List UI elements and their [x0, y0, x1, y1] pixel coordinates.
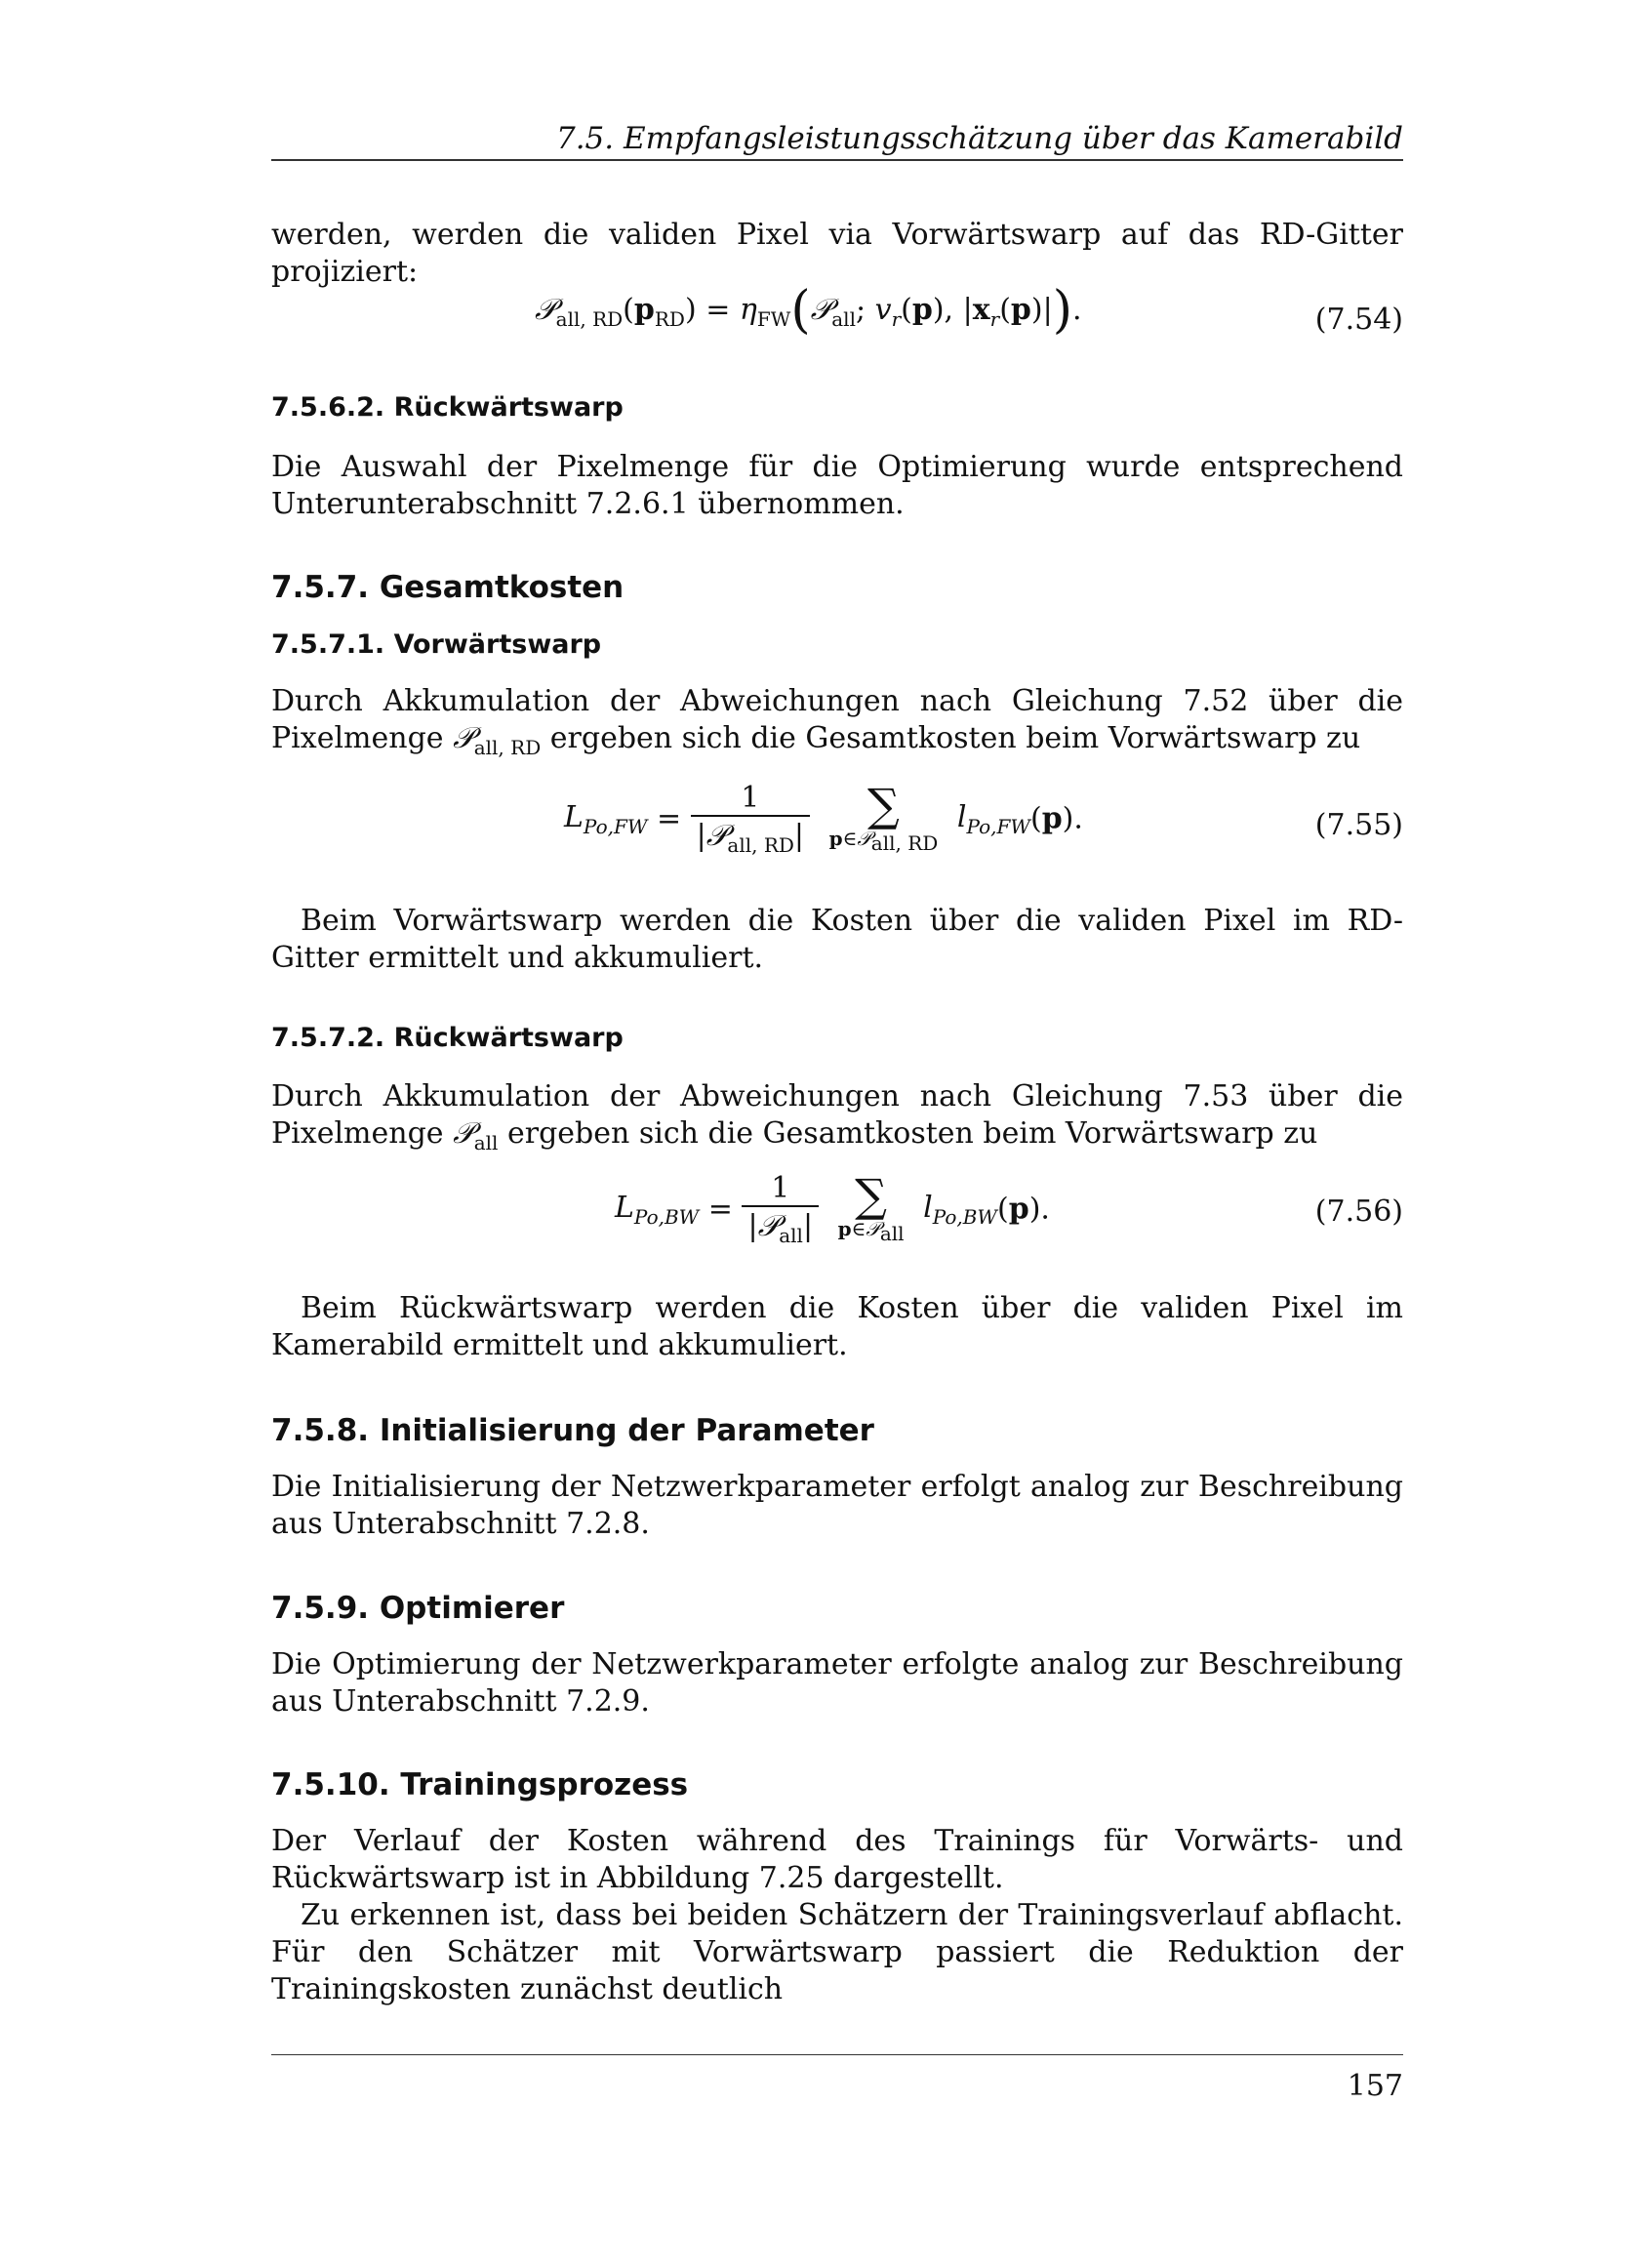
section-heading-7-5-6-2: 7.5.6.2. Rückwärtswarp	[271, 392, 624, 423]
section-7-5-7-2-text: Durch Akkumulation der Abweichungen nach Gleichung 7.53 über die Pixelmenge 𝒫$_{all}$ ergeben sich die Gesamtkosten beim Vorwärtswarp zu	[271, 1079, 1403, 1154]
section-heading-7-5-7: 7.5.7. Gesamtkosten	[271, 570, 625, 605]
equation-number: (7.56)	[1314, 1194, 1403, 1229]
section-7-5-10-text-2: Zu erkennen ist, dass bei beiden Schätzern der Trainingsverlauf abflacht. Für den Schätzer mit Vorwärtswarp passiert die Reduktion der Trainingskosten zunächst deutlich	[271, 1898, 1403, 2006]
equation-7-55	[271, 778, 1403, 888]
section-7-5-7-2-after: Beim Rückwärtswarp werden die Kosten über die validen Pixel im Kamerabild ermittelt und akkumuliert.	[271, 1291, 1403, 1362]
section-heading-7-5-9: 7.5.9. Optimierer	[271, 1591, 565, 1626]
running-head: 7.5. Empfangsleistungsschätzung über das Kamerabild	[555, 121, 1403, 156]
footer-rule	[271, 2054, 1403, 2055]
section-heading-7-5-8: 7.5.8. Initialisierung der Parameter	[271, 1413, 874, 1448]
equation-number: (7.55)	[1314, 808, 1403, 842]
section-heading-7-5-7-1: 7.5.7.1. Vorwärtswarp	[271, 629, 602, 660]
section-7-5-7-2-text-b: ergeben sich die Gesamtkosten beim Vorwärtswarp zu	[506, 1116, 1318, 1151]
equation-7-56-body: $L_{Po,BW}$ = $\frac{1}{|𝒫_{all}|}$ ∑ p∈𝒫$_{all}$ $l_{Po,BW}(p)$.	[615, 1168, 1050, 1247]
header-rule	[271, 159, 1403, 161]
section-7-5-7-1-text: Durch Akkumulation der Abweichungen nach Gleichung 7.52 über die Pixelmenge 𝒫$_{all, RD}$ ergeben sich die Gesamtkosten beim Vorwärtswarp zu	[271, 684, 1403, 759]
section-7-5-7-1-text-b: ergeben sich die Gesamtkosten beim Vorwärtswarp zu	[549, 721, 1361, 755]
section-7-5-7-2-text-a: Durch Akkumulation der Abweichungen nach Gleichung 7.53 über die Pixelmenge	[271, 1079, 1403, 1151]
equation-number: (7.54)	[1314, 303, 1403, 337]
page-number: 157	[1347, 2069, 1403, 2103]
equation-7-55-body: $L_{Po,FW}$ = $\frac{1}{|𝒫_{all, RD}|}$ ∑ p∈𝒫$_{all, RD}$ $l_{Po,FW}(p)$.	[564, 778, 1083, 857]
section-7-5-7-1-text-a: Durch Akkumulation der Abweichungen nach Gleichung 7.52 über die Pixelmenge	[271, 684, 1403, 755]
section-7-5-10-text-1: Der Verlauf der Kosten während des Trainings für Vorwärts- und Rückwärtswarp ist in Abbildung 7.25 dargestellt.	[271, 1824, 1403, 1895]
intro-paragraph: werden, werden die validen Pixel via Vorwärtswarp auf das RD-Gitter projiziert:	[271, 218, 1403, 289]
section-heading-7-5-10: 7.5.10. Trainingsprozess	[271, 1767, 689, 1802]
section-heading-7-5-7-2: 7.5.7.2. Rückwärtswarp	[271, 1023, 624, 1053]
equation-7-54	[271, 281, 1403, 369]
section-7-5-7-1-after: Beim Vorwärtswarp werden die Kosten über die validen Pixel im RD-Gitter ermittelt und akkumuliert.	[271, 904, 1403, 975]
section-7-5-8-text: Die Initialisierung der Netzwerkparameter erfolgt analog zur Beschreibung aus Unterabschnitt 7.2.8.	[271, 1470, 1403, 1541]
section-7-5-9-text: Die Optimierung der Netzwerkparameter erfolgte analog zur Beschreibung aus Unterabschnitt 7.2.9.	[271, 1647, 1403, 1719]
equation-7-56	[271, 1168, 1403, 1278]
equation-7-54-body: $𝒫_{all, RD}(p_{RD})$ = $\eta_{FW}(𝒫_{all}$; $v_r(p)$, $|x_r(p)|$).	[535, 281, 1082, 340]
section-7-5-6-2-text: Die Auswahl der Pixelmenge für die Optimierung wurde entsprechend Unterunterabschnitt 7.2.6.1 übernommen.	[271, 450, 1403, 521]
